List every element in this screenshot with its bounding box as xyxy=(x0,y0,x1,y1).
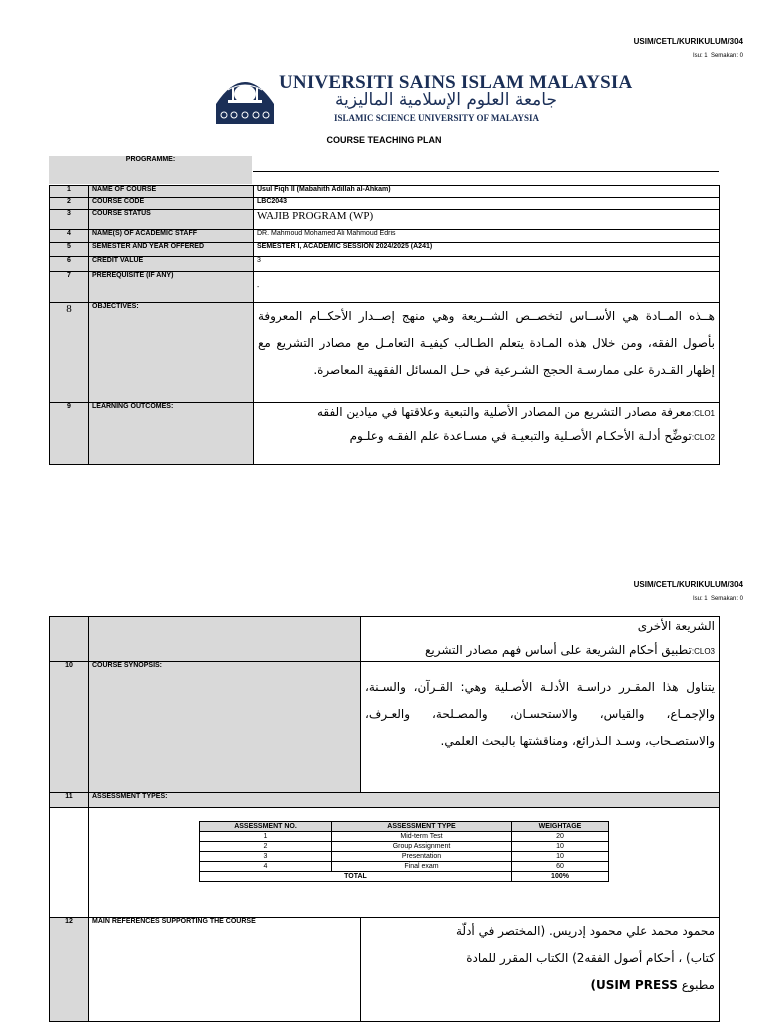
row-label: SEMESTER AND YEAR OFFERED xyxy=(89,243,254,257)
table-row xyxy=(50,198,720,210)
row-number: 10 xyxy=(50,662,89,793)
total-value: 100% xyxy=(512,872,609,882)
page-title: COURSE TEACHING PLAN xyxy=(326,135,442,145)
table-row xyxy=(50,230,720,243)
revision-number: Semakan: 0 xyxy=(710,53,743,59)
course-code: LBC2043 xyxy=(254,198,720,210)
synopsis-text: يتناول هذا المقـرر دراسـة الأدلـة الأصـلية وهي: القـرآن، والسـنة، والإجمـاع، والقياس، والاستحسـان، والمصـلحة، والعـرف، والاستصـحاب، وسـد الـذرائع، ومناقشتها بالبحث العلمي. xyxy=(361,662,720,793)
row-number: 6 xyxy=(50,257,89,272)
row-number: 12 xyxy=(50,918,89,1022)
assessment-type: Mid-term Test xyxy=(332,832,512,842)
objectives-text: هــذه المــادة هي الأســاس لتخصــص الشــريعة وهي منهج إصــدار الأحكــام المعروفة بأصول الفقه، ومن خلال هذه المـادة يتعلم الطـالب كيفيـة التعامـل مع مصادر التشريع مع إظهار القـدرة على ممارسـة الحجج الشـرعية في حـل المسائل الفقهية المعاصرة. xyxy=(254,303,720,403)
header-assessment-no: ASSESSMENT NO. xyxy=(200,822,332,832)
usim-emblem-icon xyxy=(214,70,276,126)
assessment-no: 2 xyxy=(200,842,332,852)
row-number: 7 xyxy=(50,272,89,303)
table-row xyxy=(50,243,720,257)
clo-tag: CLO2: xyxy=(691,433,715,442)
university-name-en: UNIVERSITI SAINS ISLAM MALAYSIA xyxy=(279,72,633,93)
row-number: 3 xyxy=(50,210,89,230)
clo-tag: CLO1: xyxy=(691,409,715,418)
doc-reference-page2: USIM/CETL/KURIKULUM/304 xyxy=(633,580,743,589)
academic-staff: DR. Mahmoud Mohamed Ali Mahmoud Edris xyxy=(254,230,720,243)
header-assessment-type: ASSESSMENT TYPE xyxy=(332,822,512,832)
clo-text: توضِّح أدلـة الأحكـام الأصـلية والتبعيـة في مسـاعدة علم الفقـه وعلـوم xyxy=(349,429,692,443)
course-name: Usul Fiqh II (Mabahith Adillah al-Ahkam) xyxy=(254,186,720,198)
clo-text: تطبيق أحكام الشريعة على أساس فهم مصادر التشريع xyxy=(425,643,692,657)
clo-item xyxy=(258,427,715,447)
row-label: COURSE STATUS xyxy=(89,210,254,230)
assessment-type: Presentation xyxy=(332,852,512,862)
doc-reference: USIM/CETL/KURIKULUM/304 xyxy=(633,37,743,46)
table-row xyxy=(200,852,609,862)
table-row xyxy=(50,303,720,403)
clo-text: معرفة مصادر التشريع من المصادر الأصلية والتبعية وعلاقتها في ميادين الفقه xyxy=(316,405,692,419)
reference-text-ar: مطبوع xyxy=(681,978,715,992)
table-row xyxy=(50,403,720,465)
reference-line xyxy=(365,972,715,999)
reference-text-en: USIM PRESS) xyxy=(590,978,678,992)
row-number: 9 xyxy=(50,403,89,465)
row-label: CREDIT VALUE xyxy=(89,257,254,272)
assessment-total-row xyxy=(200,872,609,882)
prerequisite: - xyxy=(254,272,720,303)
assessment-table xyxy=(199,821,609,882)
credit-value: 3 xyxy=(254,257,720,272)
table-row xyxy=(50,257,720,272)
assessment-type: Group Assignment xyxy=(332,842,512,852)
assessment-no: 4 xyxy=(200,862,332,872)
course-status: WAJIB PROGRAM (WP) xyxy=(254,210,720,230)
table-row xyxy=(200,862,609,872)
assessment-weight: 10 xyxy=(512,852,609,862)
row-label: LEARNING OUTCOMES: xyxy=(89,403,254,465)
row-number: 4 xyxy=(50,230,89,243)
row-number: 5 xyxy=(50,243,89,257)
table-row xyxy=(200,842,609,852)
assessment-header-row xyxy=(200,822,609,832)
references-text xyxy=(361,918,720,1022)
row-label: OBJECTIVES: xyxy=(89,303,254,403)
programme-line xyxy=(253,171,719,172)
row-label: MAIN REFERENCES SUPPORTING THE COURSE xyxy=(89,918,361,1022)
row-label: COURSE SYNOPSIS: xyxy=(89,662,361,793)
row-label: COURSE CODE xyxy=(89,198,254,210)
row-number: 2 xyxy=(50,198,89,210)
assessment-type: Final exam xyxy=(332,862,512,872)
university-name-ar: جامعة العلوم الإسلامية الماليزية xyxy=(335,90,557,110)
reference-line: محمود محمد علي محمود إدريس. (المختصر في أدلّة xyxy=(456,924,715,938)
table-row xyxy=(50,808,720,918)
learning-outcomes-cont xyxy=(361,617,720,662)
course-info-table-page2 xyxy=(49,616,720,1022)
assessment-weight: 10 xyxy=(512,842,609,852)
row-number: 8 xyxy=(50,303,89,403)
semester-offered: SEMESTER I, ACADEMIC SESSION 2024/2025 (A241) xyxy=(254,243,720,257)
issue-number: Isu: 1 xyxy=(692,53,708,59)
row-number: 1 xyxy=(50,186,89,198)
issue-revision-page2 xyxy=(693,596,743,602)
assessment-weight: 20 xyxy=(512,832,609,842)
table-row xyxy=(50,662,720,793)
total-label: TOTAL xyxy=(200,872,512,882)
issue-number: Isu: 1 xyxy=(692,596,708,602)
learning-outcomes xyxy=(254,403,720,465)
assessment-container xyxy=(89,808,720,918)
reference-line: كتاب) ، أحكام أصول الفقه2) الكتاب المقرر للمادة xyxy=(466,951,715,965)
row-label: PREREQUISITE (IF ANY) xyxy=(89,272,254,303)
assessment-no: 1 xyxy=(200,832,332,842)
table-row xyxy=(50,186,720,198)
course-info-table xyxy=(49,185,720,465)
issue-revision xyxy=(693,53,743,59)
table-row xyxy=(50,272,720,303)
clo-item xyxy=(365,641,715,661)
clo-tag: CLO3: xyxy=(691,647,715,656)
clo-continuation: الشريعة الأخرى xyxy=(637,619,715,633)
table-row xyxy=(50,617,720,662)
table-row xyxy=(50,918,720,1022)
clo-item xyxy=(258,403,715,423)
table-row xyxy=(200,832,609,842)
header-weightage: WEIGHTAGE xyxy=(512,822,609,832)
row-number: 11 xyxy=(50,793,89,808)
assessment-weight: 60 xyxy=(512,862,609,872)
row-label: ASSESSMENT TYPES: xyxy=(89,793,720,808)
university-name-en-alt: ISLAMIC SCIENCE UNIVERSITY OF MALAYSIA xyxy=(334,113,540,123)
row-label: NAME(S) OF ACADEMIC STAFF xyxy=(89,230,254,243)
assessment-no: 3 xyxy=(200,852,332,862)
table-row xyxy=(50,210,720,230)
programme-label: PROGRAMME: xyxy=(49,156,252,184)
row-label: NAME OF COURSE xyxy=(89,186,254,198)
revision-number: Semakan: 0 xyxy=(710,596,743,602)
table-row xyxy=(50,793,720,808)
